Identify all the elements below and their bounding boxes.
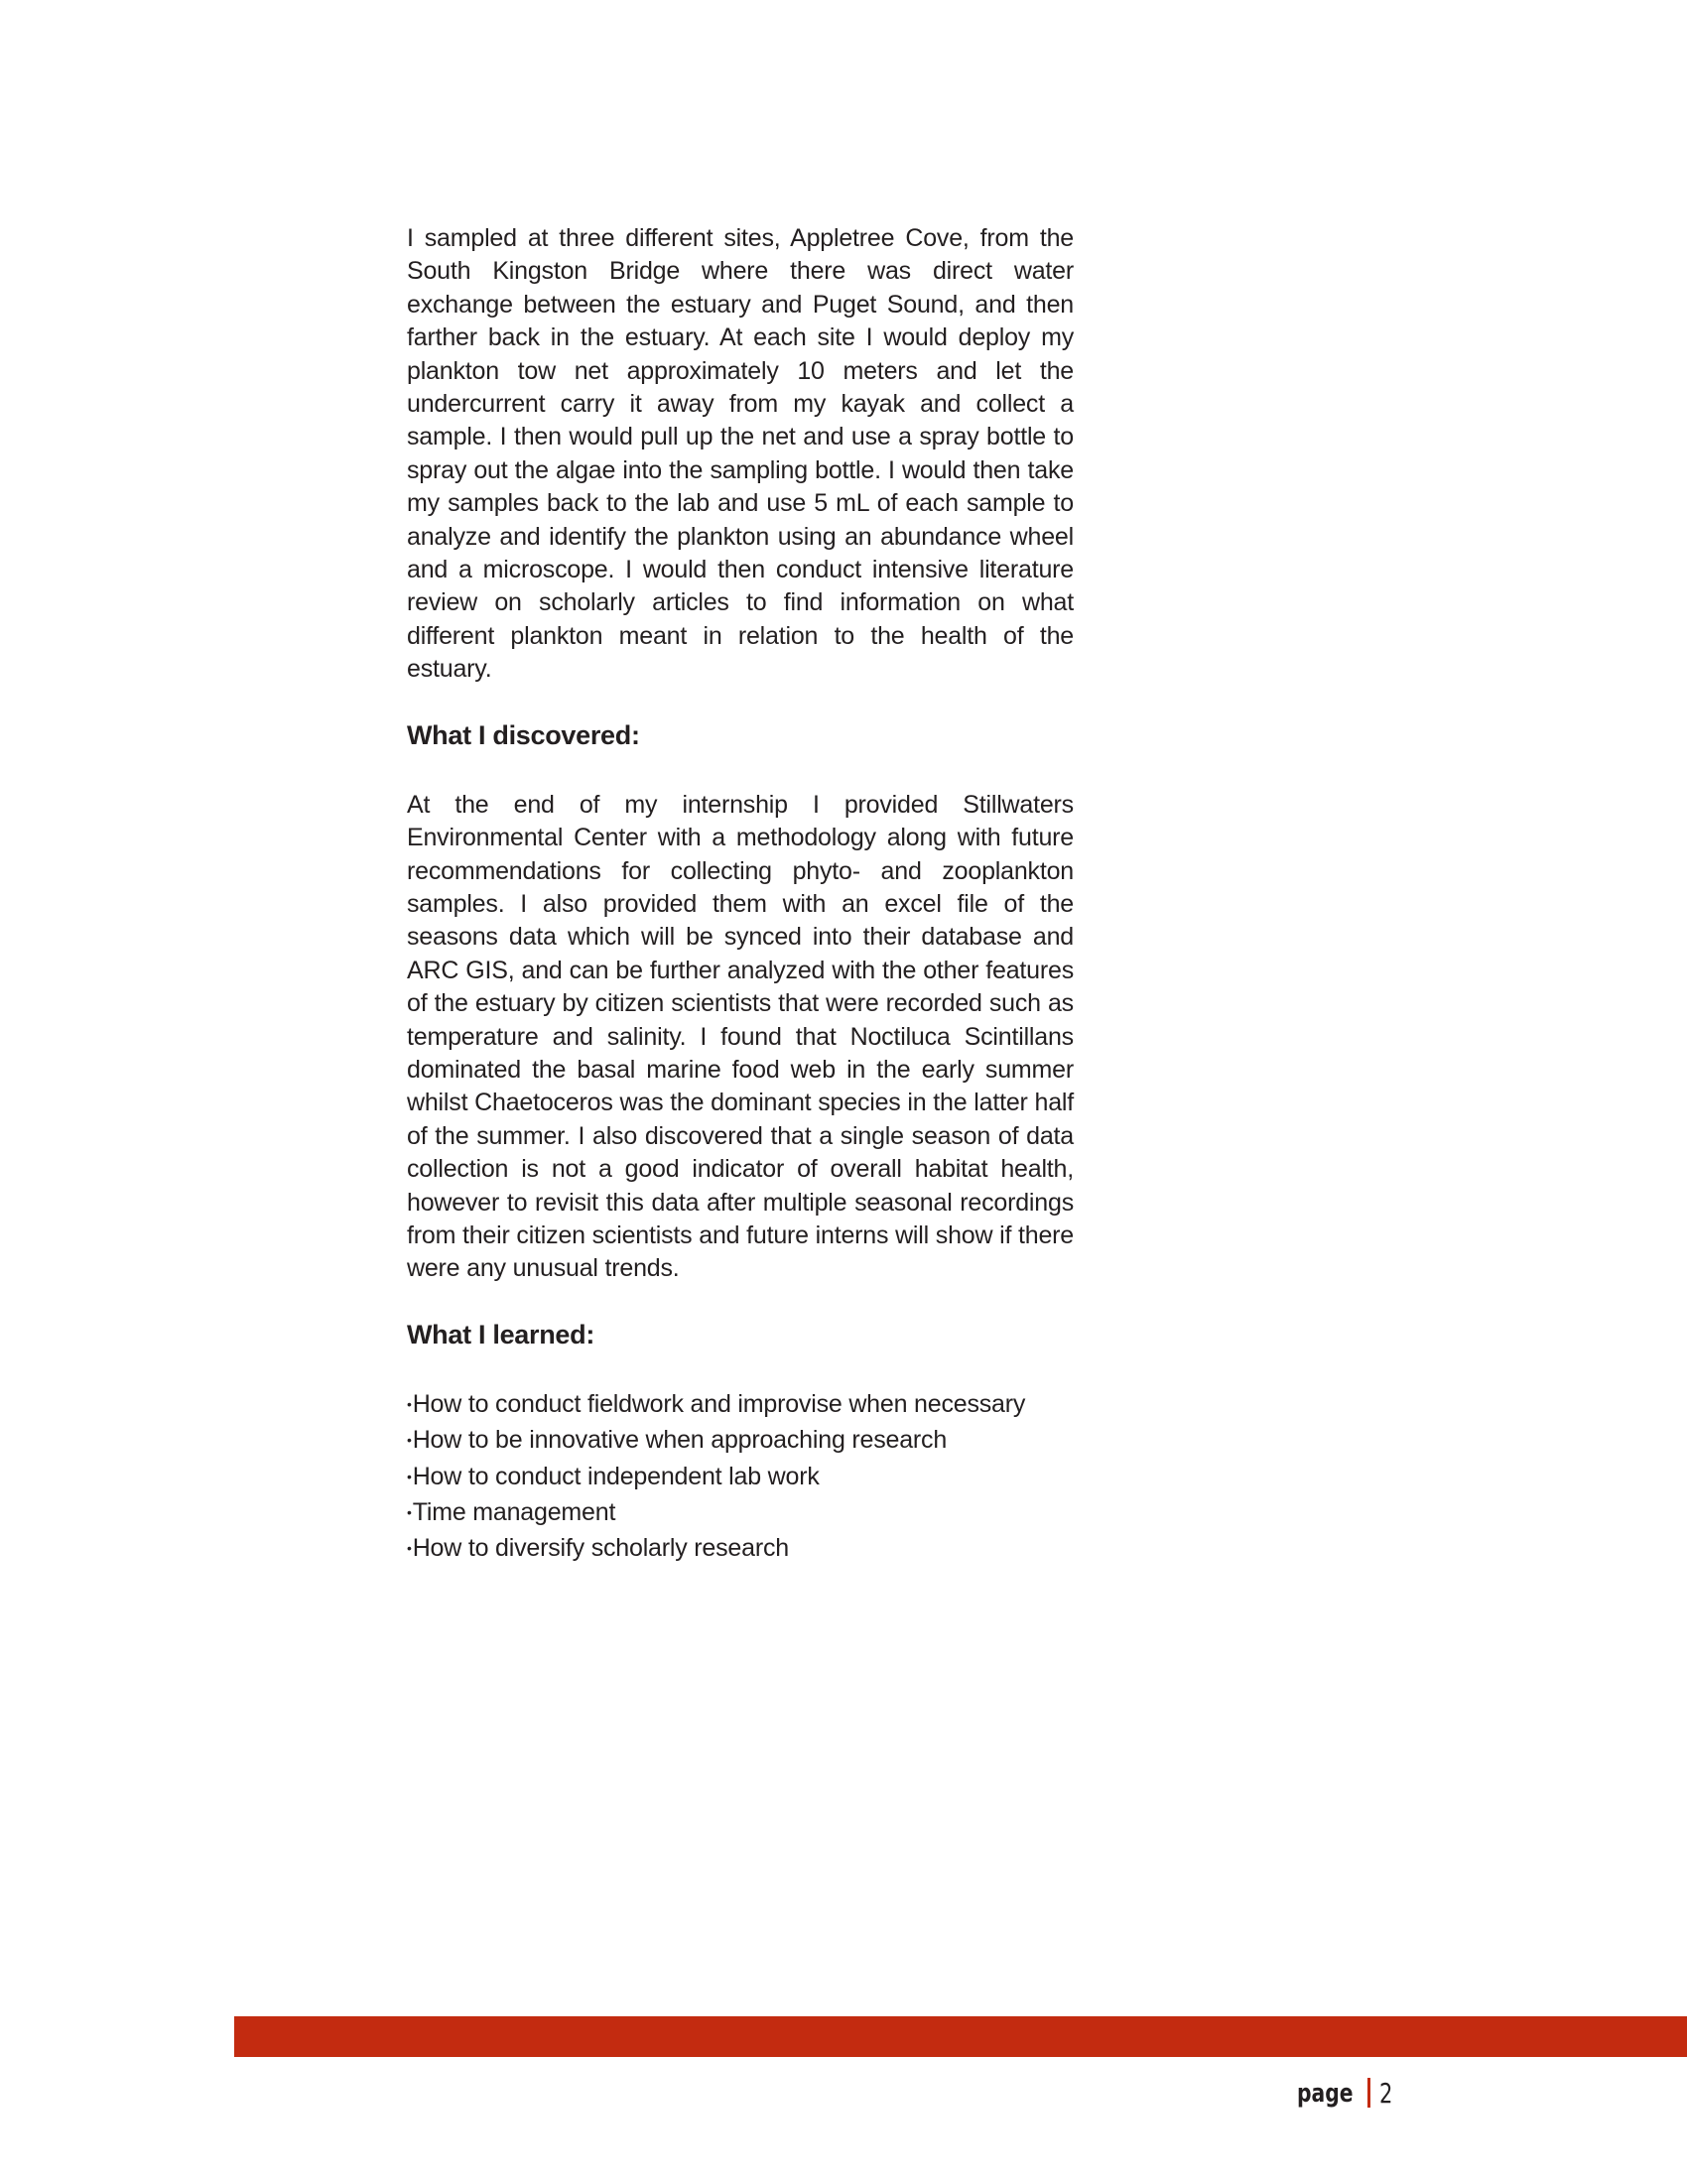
bullet-icon: •	[407, 1432, 412, 1449]
list-item	[407, 1532, 1074, 1568]
learned-list	[407, 1388, 1074, 1569]
page-content	[407, 222, 1074, 1569]
methods-paragraph: I sampled at three different sites, Appletree Cove, from the South Kingston Bridge where there was direct water exchange between the estuary and Puget Sound, and then farther back in the estuary. At each site I would deploy my plankton tow net approximately 10 meters and let the undercurrent carry it away from my kayak and collect a sample. I then would pull up the net and use a spray bottle to spray out the algae into the sampling bottle. I would then take my samples back to the lab and use 5 mL of each sample to analyze and identify the plankton using an abundance wheel and a microscope. I would then conduct intensive literature review on scholarly articles to find information on what different plankton meant in relation to the health of the estuary.	[407, 224, 1074, 684]
list-item	[407, 1388, 1074, 1424]
list-item-text: Time management	[412, 1498, 616, 1526]
page-label: page	[1297, 2079, 1354, 2109]
page-number: 2	[1379, 2077, 1393, 2110]
list-item-text: How to conduct fieldwork and improvise when necessary	[412, 1389, 1026, 1418]
bullet-icon: •	[407, 1468, 412, 1484]
list-item-text: How to conduct independent lab work	[412, 1462, 820, 1490]
bullet-icon: •	[407, 1395, 412, 1412]
list-item	[407, 1496, 1074, 1532]
footer-accent-bar	[234, 2016, 1687, 2057]
list-item	[407, 1461, 1074, 1496]
list-item-text: How to diversify scholarly research	[412, 1534, 789, 1563]
page-separator	[1367, 2078, 1370, 2108]
bullet-icon: •	[407, 1504, 412, 1520]
discovered-paragraph: At the end of my internship I provided Stillwaters Environmental Center with a methodology along with future recommendations for collecting phyto- and zooplankton samples. I also provided them with an excel file of the seasons data which will be synced into their database and ARC GIS, and can be further analyzed with the other features of the estuary by citizen scientists that were recorded such as temperature and salinity. I found that Noctiluca Scintillans dominated the basal marine food web in the early summer whilst Chaetoceros was the dominant species in the latter half of the summer. I also discovered that a single season of data collection is not a good indicator of overall habitat health, however to revisit this data after multiple seasonal recordings from their citizen scientists and future interns will show if there were any unusual trends.	[407, 790, 1074, 1283]
list-item	[407, 1424, 1074, 1460]
learned-heading: What I learned:	[407, 1319, 595, 1349]
discovered-heading: What I discovered:	[407, 719, 640, 750]
bullet-icon: •	[407, 1540, 412, 1557]
list-item-text: How to be innovative when approaching research	[412, 1426, 948, 1455]
